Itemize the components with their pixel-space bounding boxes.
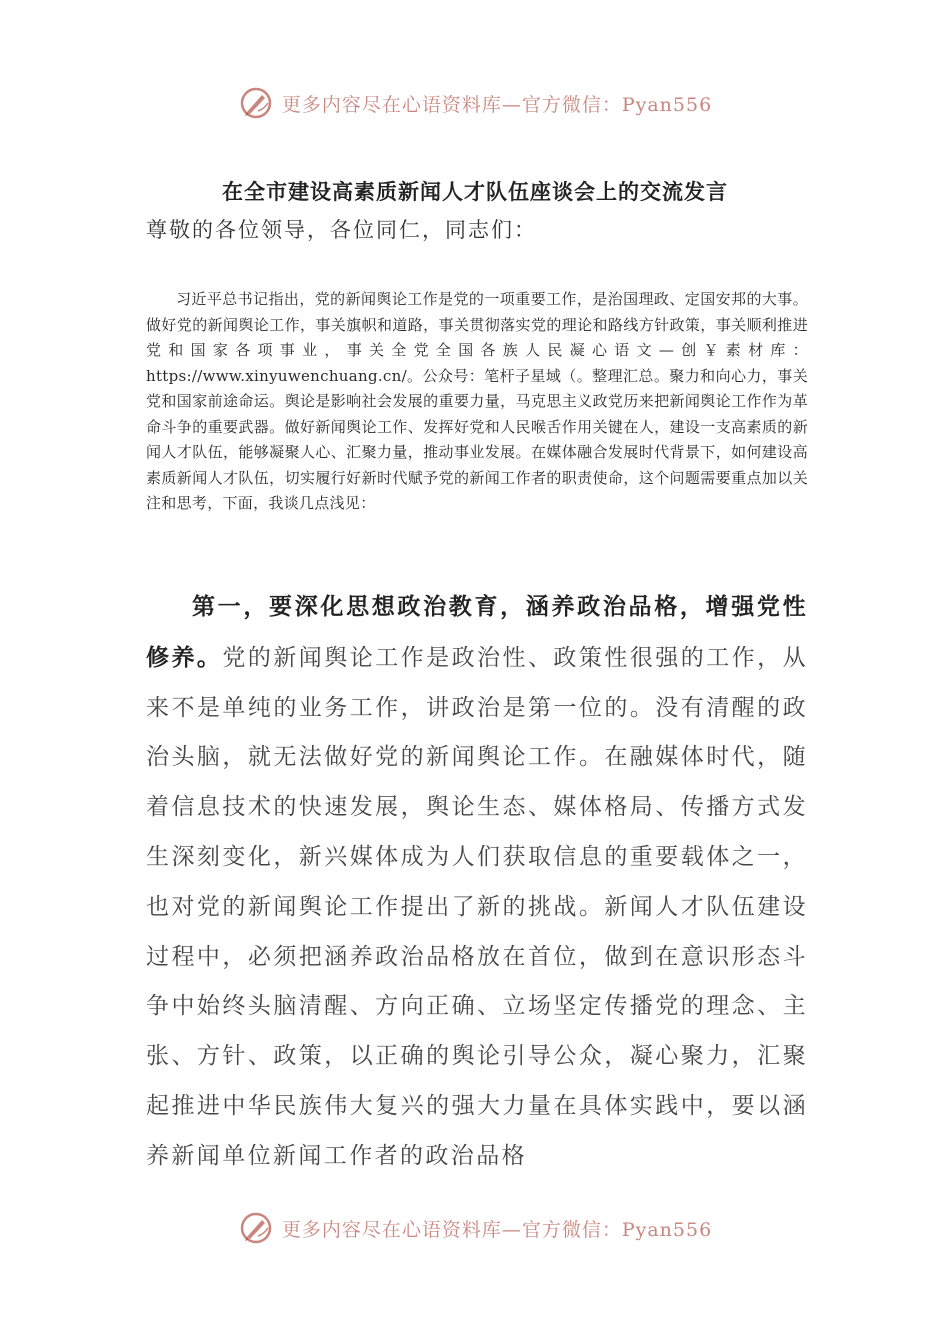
section-one-heading: 第一，要深化思想政治教育，涵养政治品格，增强党性修养。 bbox=[146, 593, 808, 671]
pen-logo-icon bbox=[238, 1210, 274, 1246]
document-title: 在全市建设高素质新闻人才队伍座谈会上的交流发言 bbox=[222, 179, 728, 204]
header-banner bbox=[0, 83, 950, 123]
section-one-body: 党的新闻舆论工作是政治性、政策性很强的工作，从来不是单纯的业务工作，讲政治是第一位的。没有清醒的政治头脑，就无法做好党的新闻舆论工作。在融媒体时代，随着信息技术的快速发展，舆论生态、媒体格局、传播方式发生深刻变化，新兴媒体成为人们获取信息的重要载体之一，也对党的新闻舆论工作提出了新的挑战。新闻人才队伍建设过程中，必须把涵养政治品格放在首位，做到在意识形态斗争中始终头脑清醒、方向正确、立场坚定传播党的理念、主张、方针、政策，以正确的舆论引导公众，凝心聚力，汇聚起推进中华民族伟大复兴的强大力量在具体实践中，要以涵养新闻单位新闻工作者的政治品格 bbox=[146, 644, 809, 1169]
salutation: 尊敬的各位领导，各位同仁，同志们： bbox=[146, 218, 537, 242]
intro-paragraph: 习近平总书记指出，党的新闻舆论工作是党的一项重要工作，是治国理政、定国安邦的大事。做好党的新闻舆论工作，事关旗帜和道路，事关贯彻落实党的理论和路线方针政策，事关顺利推进党和国家各项事业，事关全党全国各族人民凝心语文—创￥素材库：https://www.xinyuwenchuang.cn/。公众号：笔杆子星域（。整理汇总。聚力和向心力，事关党和国家前途命运。舆论是影响社会发展的重要力量，马克思主义政党历来把新闻舆论工作作为革命斗争的重要武器。做好新闻舆论工作、发挥好党和人民喉舌作用关键在人，建设一支高素质的新闻人才队伍，能够凝聚人心、汇聚力量，推动事业发展。在媒体融合发展时代背景下，如何建设高素质新闻人才队伍，切实履行好新时代赋予党的新闻工作者的职责使命，这个问题需要重点加以关注和思考，下面，我谈几点浅见： bbox=[146, 290, 808, 512]
footer-banner bbox=[0, 1208, 950, 1248]
pen-logo-icon bbox=[238, 85, 274, 121]
banner-text: 更多内容尽在心语资料库—官方微信：Pyan556 bbox=[281, 1218, 713, 1241]
banner-text: 更多内容尽在心语资料库—官方微信：Pyan556 bbox=[281, 93, 713, 116]
section-one-paragraph bbox=[146, 582, 808, 1182]
